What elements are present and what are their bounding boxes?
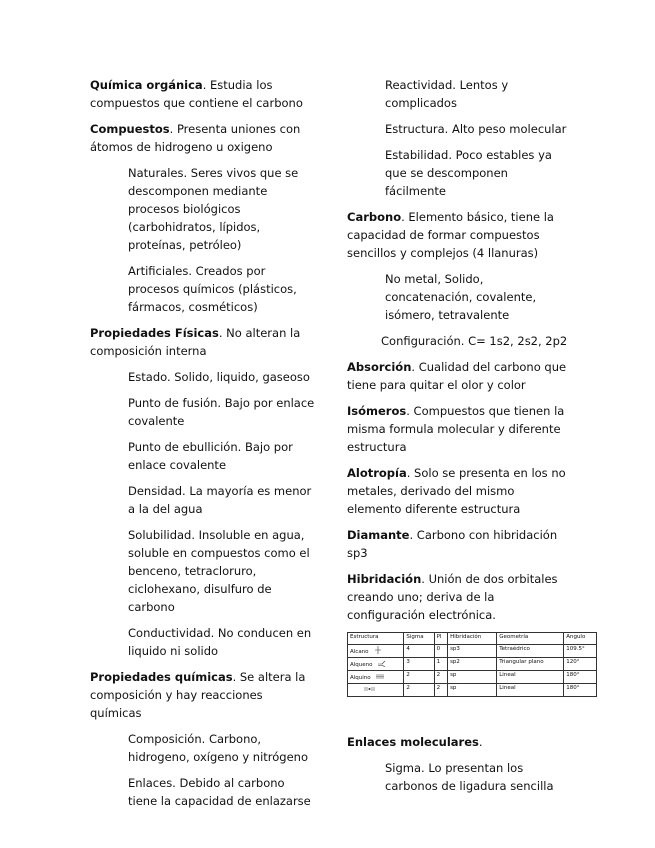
hibridacion-table xyxy=(347,632,597,697)
quimica-organica-definition: . Estudia los compuestos que contiene el carbono xyxy=(90,78,303,110)
table-header-cell: Estructura xyxy=(348,633,404,645)
table-cell-pi: 1 xyxy=(434,658,448,671)
hibridacion-paragraph xyxy=(347,570,572,624)
diamante-term: Diamante xyxy=(347,528,410,542)
carbono-paragraph xyxy=(347,208,572,262)
table-row xyxy=(348,645,597,658)
table-cell-estructura xyxy=(348,684,404,697)
table-cell-hibridacion: sp2 xyxy=(448,658,497,671)
right-column xyxy=(347,76,586,803)
propiedades-quimicas-definition: . Se altera la composición y hay reacciones químicas xyxy=(90,670,306,720)
artificiales-item: Artificiales. Creados por procesos químicos (plásticos, fármacos, cosméticos) xyxy=(128,264,297,314)
alotropia-term: Alotropía xyxy=(347,466,407,480)
allene-structure-icon xyxy=(364,685,374,692)
propiedades-fisicas-definition: . No alteran la composición interna xyxy=(90,326,301,358)
table-header-cell: Sigma xyxy=(404,633,434,645)
table-header-cell: Angulo xyxy=(564,633,597,645)
alotropia-paragraph xyxy=(347,464,572,518)
propiedades-fisicas-paragraph xyxy=(90,324,315,360)
table-row xyxy=(348,658,597,671)
table-cell-pi: 2 xyxy=(434,684,448,697)
punto-ebullicion-item: Punto de ebullición. Bajo por enlace covalente xyxy=(128,440,293,472)
hibridacion-term: Hibridación xyxy=(347,572,422,586)
table-cell-angulo: 180° xyxy=(564,684,597,697)
table-header-cell: Hibridación xyxy=(448,633,497,645)
table-header-cell: PI xyxy=(434,633,448,645)
absorcion-definition: . Cualidad del carbono que tiene para quitar el olor y color xyxy=(347,360,567,392)
table-cell-angulo: 109.5° xyxy=(564,645,597,658)
table-cell-estructura: Alquino xyxy=(348,671,404,684)
conductividad-item: Conductividad. No conducen en liquido ni solido xyxy=(128,626,312,658)
quimica-organica-paragraph xyxy=(90,76,315,112)
table-header-row xyxy=(348,633,597,645)
densidad-item: Densidad. La mayoría es menor a la del agua xyxy=(128,484,312,516)
table-cell-hibridacion: sp xyxy=(448,684,497,697)
hibridacion-definition: . Unión de dos orbitales creando uno; deriva de la configuración electrónica. xyxy=(347,572,558,622)
compuestos-term: Compuestos xyxy=(90,122,170,136)
table-cell-sigma: 3 xyxy=(404,658,434,671)
table-cell-angulo: 180° xyxy=(564,671,597,684)
table-cell-estructura: Alqueno xyxy=(348,658,404,671)
estabilidad-item: Estabilidad. Poco estables ya que se descomponen fácilmente xyxy=(385,148,552,198)
propiedades-quimicas-term: Propiedades químicas xyxy=(90,670,233,684)
table-row xyxy=(348,684,597,697)
propiedades-quimicas-paragraph xyxy=(90,668,315,722)
compuestos-definition: . Presenta uniones con átomos de hidrogeno u oxigeno xyxy=(90,122,301,154)
sigma-item: Sigma. Lo presentan los carbonos de ligadura sencilla xyxy=(385,761,554,793)
enlaces-item: Enlaces. Debido al carbono tiene la capacidad de enlazarse xyxy=(128,776,311,808)
table-cell-sigma: 4 xyxy=(404,645,434,658)
table-cell-hibridacion: sp3 xyxy=(448,645,497,658)
configuracion-item: Configuración. C= 1s2, 2s2, 2p2 xyxy=(381,334,568,348)
table-cell-estructura: Alcano xyxy=(348,645,404,658)
isomeros-term: Isómeros xyxy=(347,404,407,418)
naturales-item: Naturales. Seres vivos que se descomponen mediante procesos biológicos (carbohidratos, lípidos, proteínas, petróleo) xyxy=(128,166,299,252)
enlaces-moleculares-paragraph xyxy=(347,733,572,751)
table-cell-sigma: 2 xyxy=(404,671,434,684)
table-cell-geometria: Tetraédrico xyxy=(497,645,564,658)
table-cell-geometria: Triangular plano xyxy=(497,658,564,671)
absorcion-paragraph xyxy=(347,358,572,394)
carbono-term: Carbono xyxy=(347,210,402,224)
enlaces-moleculares-term: Enlaces moleculares xyxy=(347,735,479,749)
table-cell-hibridacion: sp xyxy=(448,671,497,684)
table-cell-pi: 0 xyxy=(434,645,448,658)
alotropia-definition: . Solo se presenta en los no metales, derivado del mismo elemento diferente estructura xyxy=(347,466,566,516)
solubilidad-item: Solubilidad. Insoluble en agua, soluble en compuestos como el benceno, tetracloruro, ciclohexano, disulfuro de carbono xyxy=(128,528,310,614)
enlaces-moleculares-dot: . xyxy=(478,735,483,749)
quimica-organica-term: Química orgánica xyxy=(90,78,203,92)
estado-item: Estado. Solido, liquido, gaseoso xyxy=(128,370,310,384)
table-cell-geometria: Lineal xyxy=(497,671,564,684)
propiedades-fisicas-term: Propiedades Físicas xyxy=(90,326,219,340)
table-header-cell: Geometría xyxy=(497,633,564,645)
alkene-structure-icon xyxy=(377,659,387,666)
isomeros-definition: . Compuestos que tienen la misma formula molecular y diferente estructura xyxy=(347,404,565,454)
carbono-definition: . Elemento básico, tiene la capacidad de formar compuestos sencillos y complejos (4 llanuras) xyxy=(347,210,554,260)
table-cell-geometria: Lineal xyxy=(497,684,564,697)
estructura-item: Estructura. Alto peso molecular xyxy=(385,122,567,136)
table-row xyxy=(348,671,597,684)
compuestos-paragraph xyxy=(90,120,315,156)
absorcion-term: Absorción xyxy=(347,360,412,374)
table-cell-sigma: 2 xyxy=(404,684,434,697)
diamante-paragraph xyxy=(347,526,572,562)
punto-fusion-item: Punto de fusión. Bajo por enlace covalente xyxy=(128,396,315,428)
isomeros-paragraph xyxy=(347,402,572,456)
table-cell-pi: 2 xyxy=(434,671,448,684)
no-metal-item: No metal, Solido, concatenación, covalente, isómero, tetravalente xyxy=(385,272,537,322)
diamante-definition: . Carbono con hibridación sp3 xyxy=(347,528,558,560)
alkane-structure-icon xyxy=(373,646,383,653)
table-cell-angulo: 120° xyxy=(564,658,597,671)
composicion-item: Composición. Carbono, hidrogeno, oxígeno y nitrógeno xyxy=(128,732,309,764)
alkyne-structure-icon xyxy=(375,672,385,679)
reactividad-item: Reactividad. Lentos y complicados xyxy=(385,78,509,110)
left-column xyxy=(90,76,315,818)
